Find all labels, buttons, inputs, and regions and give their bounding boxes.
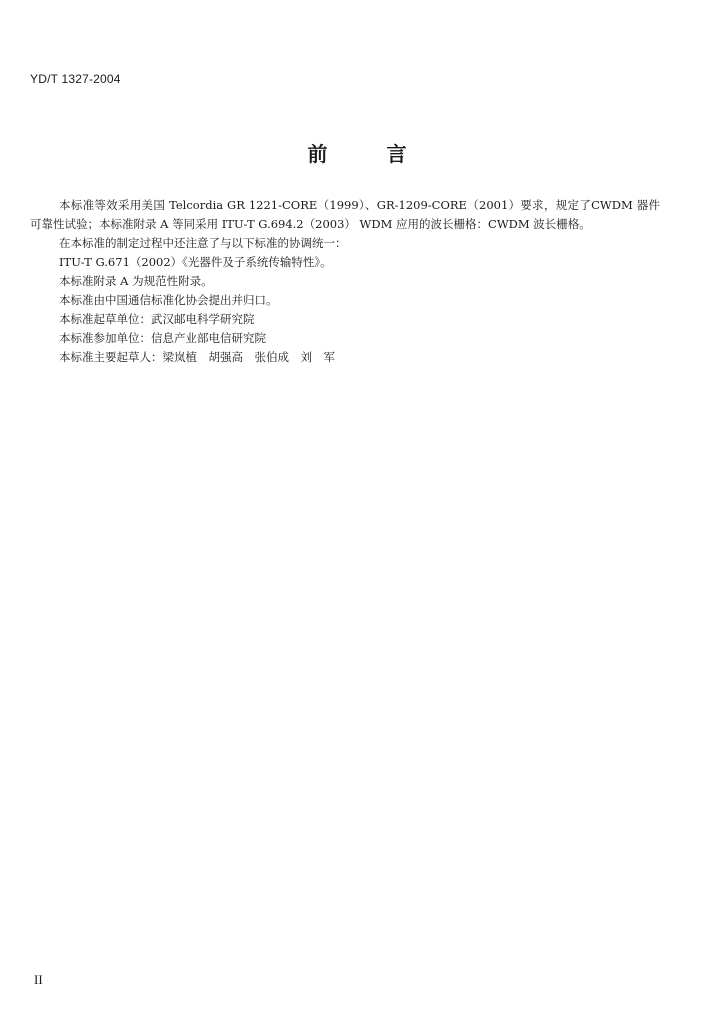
document-code: YD/T 1327-2004 — [30, 72, 121, 86]
paragraph: 本标准参加单位：信息产业部电信研究院 — [59, 331, 266, 345]
paragraph: 本标准起草单位：武汉邮电科学研究院 — [59, 312, 255, 326]
paragraph: 本标准等效采用美国 Telcordia GR 1221-CORE（1999）、GR-1209-CORE（2001）要求，规定了CWDM 器件可靠性试验；本标准附录 A 等同采用 ITU-T G.694.2（2003） WDM 应用的波长栅格：CWDM 波长栅格。 — [30, 198, 660, 231]
page-title: 前 言 — [307, 142, 407, 166]
page-number: II — [34, 972, 43, 987]
paragraph: ITU-T G.671（2002）《光器件及子系统传输特性》。 — [59, 255, 332, 269]
paragraph: 本标准由中国通信标准化协会提出并归口。 — [59, 293, 278, 307]
paragraph: 本标准主要起草人：梁岚植 胡强高 张伯成 刘 军 — [59, 350, 335, 364]
paragraph: 在本标准的制定过程中还注意了与以下标准的协调统一： — [59, 236, 347, 250]
foreword-body — [30, 196, 660, 367]
paragraph: 本标准附录 A 为规范性附录。 — [59, 274, 213, 288]
